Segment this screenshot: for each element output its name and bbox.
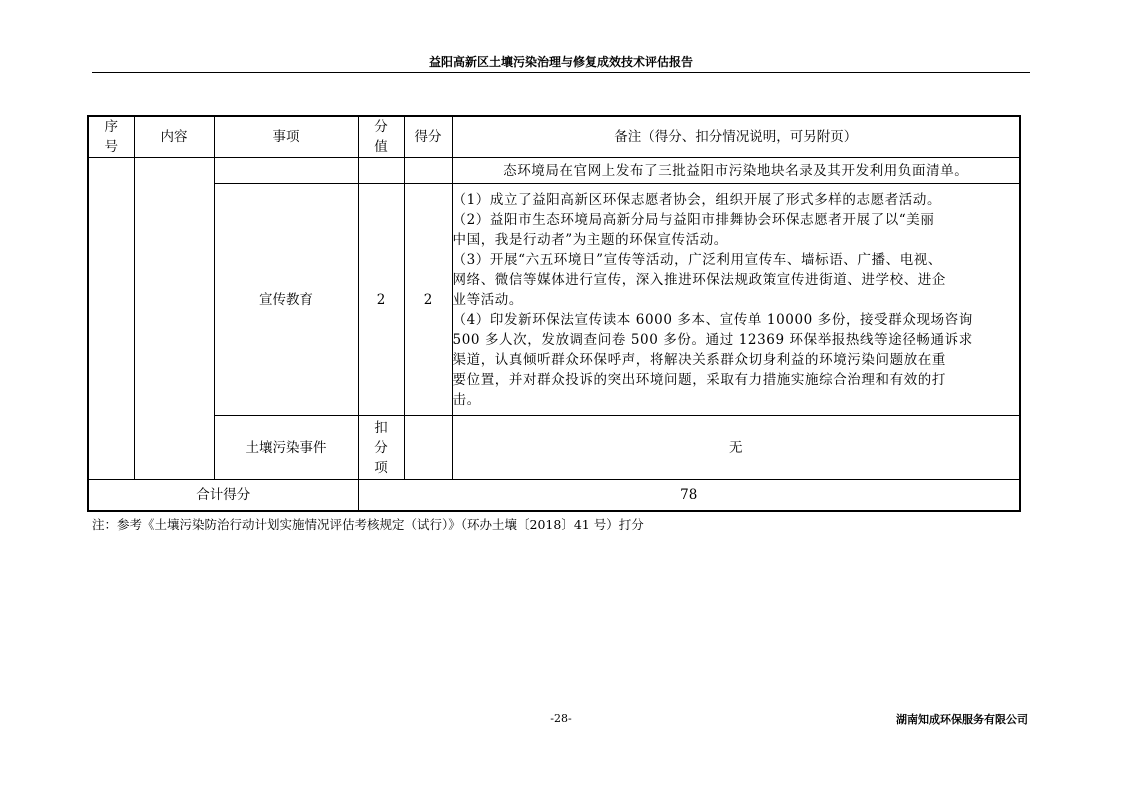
notes-line: 击。 <box>452 391 481 408</box>
page-number: -28- <box>550 712 572 725</box>
continued-item-cell <box>214 158 358 184</box>
continued-earned-cell <box>404 158 452 184</box>
evaluation-table <box>87 115 1021 512</box>
earned-cell-publicity: 2 <box>404 184 452 416</box>
company-name: 湖南知成环保服务有限公司 <box>896 713 1028 726</box>
report-title: 益阳高新区土壤污染治理与修复成效技术评估报告 <box>428 55 693 69</box>
footnote: 注：参考《土壤污染防治行动计划实施情况评估考核规定（试行）》（环办土壤〔2018〕41 号）打分 <box>92 517 644 532</box>
notes-cell-publicity <box>452 184 1020 416</box>
notes-line: （1）成立了益阳高新区环保志愿者协会，组织开展了形式多样的志愿者活动。 <box>452 191 942 208</box>
header-score: 分 值 <box>358 116 404 158</box>
continued-notes-cell: 态环境局在官网上发布了三批益阳市污染地块名录及其开发利用负面清单。 <box>452 158 1020 184</box>
notes-line: 中国，我是行动者”为主题的环保宣传活动。 <box>452 231 728 248</box>
notes-line: （4）印发新环保法宣传读本 6000 多本、宣传单 10000 多份，接受群众现场咨询 <box>452 311 973 328</box>
serial-cell <box>88 158 134 480</box>
table-header-row <box>88 116 1020 158</box>
item-cell-soil-incident: 土壤污染事件 <box>214 416 358 480</box>
continued-score-cell <box>358 158 404 184</box>
table-row-soil-incident <box>88 416 1020 480</box>
header-rule <box>92 72 1030 73</box>
total-label-cell: 合计得分 <box>88 480 358 511</box>
content-cell <box>134 158 214 480</box>
table-row-publicity <box>88 184 1020 416</box>
item-cell-publicity: 宣传教育 <box>214 184 358 416</box>
score-cell-soil-incident: 扣 分 项 <box>358 416 404 480</box>
earned-cell-soil-incident <box>404 416 452 480</box>
notes-line: 网络、微信等媒体进行宣传，深入推进环保法规政策宣传进街道、进学校、进企 <box>452 271 946 288</box>
total-value-cell: 78 <box>358 480 1020 511</box>
notes-line: 要位置，并对群众投诉的突出环境问题，采取有力措施实施综合治理和有效的打 <box>452 371 946 388</box>
notes-cell-soil-incident: 无 <box>452 416 1020 480</box>
score-cell-publicity: 2 <box>358 184 404 416</box>
table-row-total <box>88 480 1020 511</box>
notes-line: 业等活动。 <box>452 291 523 308</box>
header-content: 内容 <box>134 116 214 158</box>
notes-line: （2）益阳市生态环境局高新分局与益阳市排舞协会环保志愿者开展了以“美丽 <box>452 211 935 228</box>
header-serial: 序 号 <box>88 116 134 158</box>
notes-line: （3）开展“六五环境日”宣传等活动，广泛利用宣传车、墙标语、广播、电视、 <box>452 251 942 268</box>
header-notes: 备注（得分、扣分情况说明，可另附页） <box>452 116 1020 158</box>
table-row-continued <box>88 158 1020 184</box>
notes-line: 渠道，认真倾听群众环保呼声，将解决关系群众切身利益的环境污染问题放在重 <box>452 351 946 368</box>
header-earned: 得分 <box>404 116 452 158</box>
notes-line: 500 多人次，发放调查问卷 500 多份。通过 12369 环保举报热线等途径畅通诉求 <box>452 331 973 348</box>
header-item: 事项 <box>214 116 358 158</box>
